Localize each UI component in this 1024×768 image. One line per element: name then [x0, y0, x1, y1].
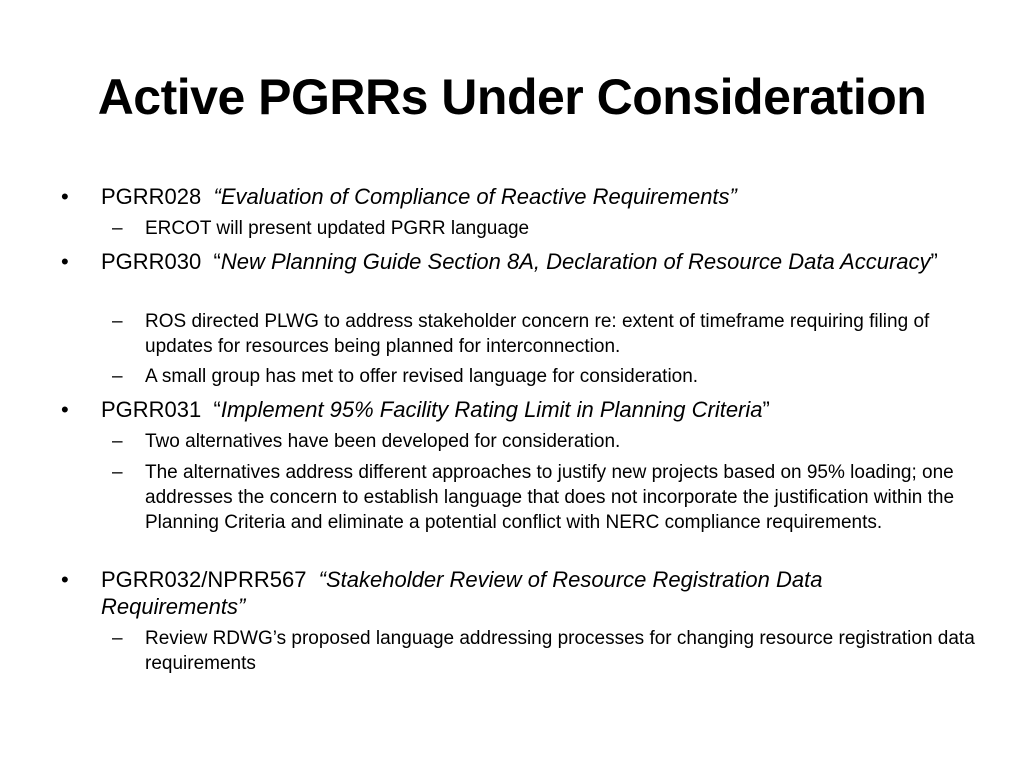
pgrr-number: PGRR031: [101, 397, 202, 422]
sub-bullet: – A small group has met to offer revised language for consideration.: [145, 364, 975, 389]
pgrr-title: New Planning Guide Section 8A, Declaration of Resource Data Accuracy: [220, 249, 931, 274]
bullet-pgrr032-nprr567: [101, 566, 971, 620]
pgrr-number: PGRR032/NPRR567: [101, 567, 307, 592]
bullet-pgrr028: [101, 183, 971, 210]
sub-bullet: – ERCOT will present updated PGRR language: [145, 216, 975, 241]
sub-bullet: – The alternatives address different approaches to justify new projects based on 95% loading; one addresses the concern to establish language that does not incorporate the justification within the Planning Criteria and eliminate a potential conflict with NERC compliance requirements.: [145, 460, 975, 535]
pgrr-number: PGRR028: [101, 184, 202, 209]
bullet-pgrr030: [101, 248, 971, 275]
sub-bullet: – Two alternatives have been developed for consideration.: [145, 429, 975, 454]
close-quote: ”: [930, 249, 938, 274]
sub-bullet: – ROS directed PLWG to address stakeholder concern re: extent of timeframe requiring filing of updates for resources being planned for interconnection.: [145, 309, 975, 359]
pgrr-title: Implement 95% Facility Rating Limit in Planning Criteria: [220, 397, 763, 422]
pgrr-title: “Stakeholder Review of Resource Registration Data Requirements”: [101, 567, 823, 619]
open-quote: “: [213, 249, 221, 274]
pgrr-title: “Evaluation of Compliance of Reactive Requirements”: [213, 184, 737, 209]
bullet-pgrr031: [101, 396, 971, 423]
sub-bullet: – Review RDWG’s proposed language addressing processes for changing resource registration data requirements: [145, 626, 975, 676]
open-quote: “: [213, 397, 221, 422]
pgrr-number: PGRR030: [101, 249, 202, 274]
close-quote: ”: [762, 397, 770, 422]
slide-title: Active PGRRs Under Consideration: [97, 69, 927, 125]
